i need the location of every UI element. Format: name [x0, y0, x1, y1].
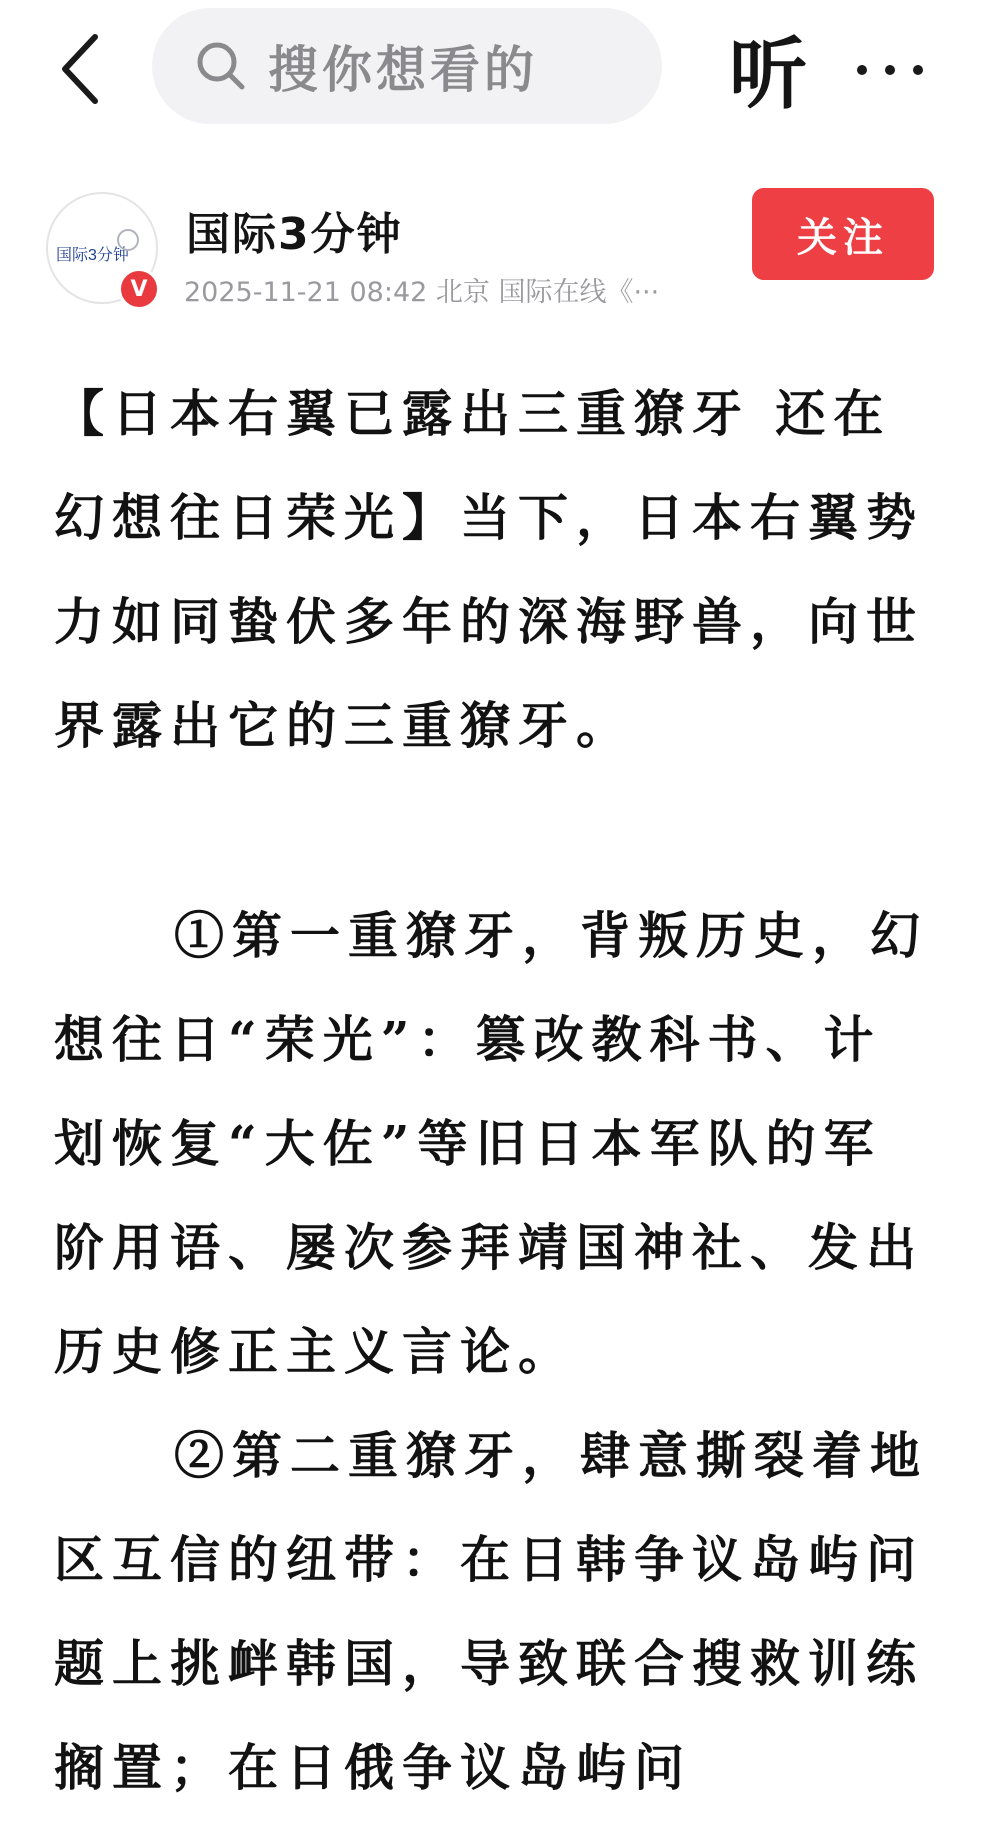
- search-input[interactable]: [152, 8, 662, 124]
- follow-button[interactable]: 关注: [752, 188, 934, 280]
- back-arrow-icon: [57, 31, 101, 107]
- more-button[interactable]: [840, 30, 940, 110]
- more-icon: [850, 60, 930, 80]
- search-icon: [194, 39, 248, 93]
- search-placeholder: 搜你想看的: [268, 41, 538, 99]
- back-button[interactable]: [44, 24, 114, 114]
- avatar[interactable]: [46, 192, 158, 304]
- article-paragraph: 【日本右翼已露出三重獠牙 还在幻想往日荣光】当下，日本右翼势力如同蛰伏多年的深海野兽，向世界露出它的三重獠牙。: [54, 384, 924, 755]
- avatar-logo-text: 国际3分钟: [56, 247, 129, 264]
- article-paragraph: ①第一重獠牙，背叛历史，幻想往日“荣光”：篡改教科书、计划恢复“大佐”等旧日本军队的军阶用语、屡次参拜靖国神社、发出历史修正主义言论。: [54, 906, 928, 1381]
- verified-badge: V: [118, 268, 160, 310]
- post-meta: 2025-11-21 08:42 北京 国际在线《···: [184, 277, 660, 308]
- author-row: [0, 180, 986, 320]
- listen-button[interactable]: 听: [728, 30, 807, 120]
- author-name[interactable]: 国际3分钟: [186, 209, 403, 260]
- article-paragraph: ②第二重獠牙，肆意撕裂着地区互信的纽带：在日韩争议岛屿问题上挑衅韩国，导致联合搜救训练搁置；在日俄争议岛屿问: [54, 1426, 928, 1797]
- top-bar: [0, 0, 986, 140]
- article-body: [54, 362, 934, 1820]
